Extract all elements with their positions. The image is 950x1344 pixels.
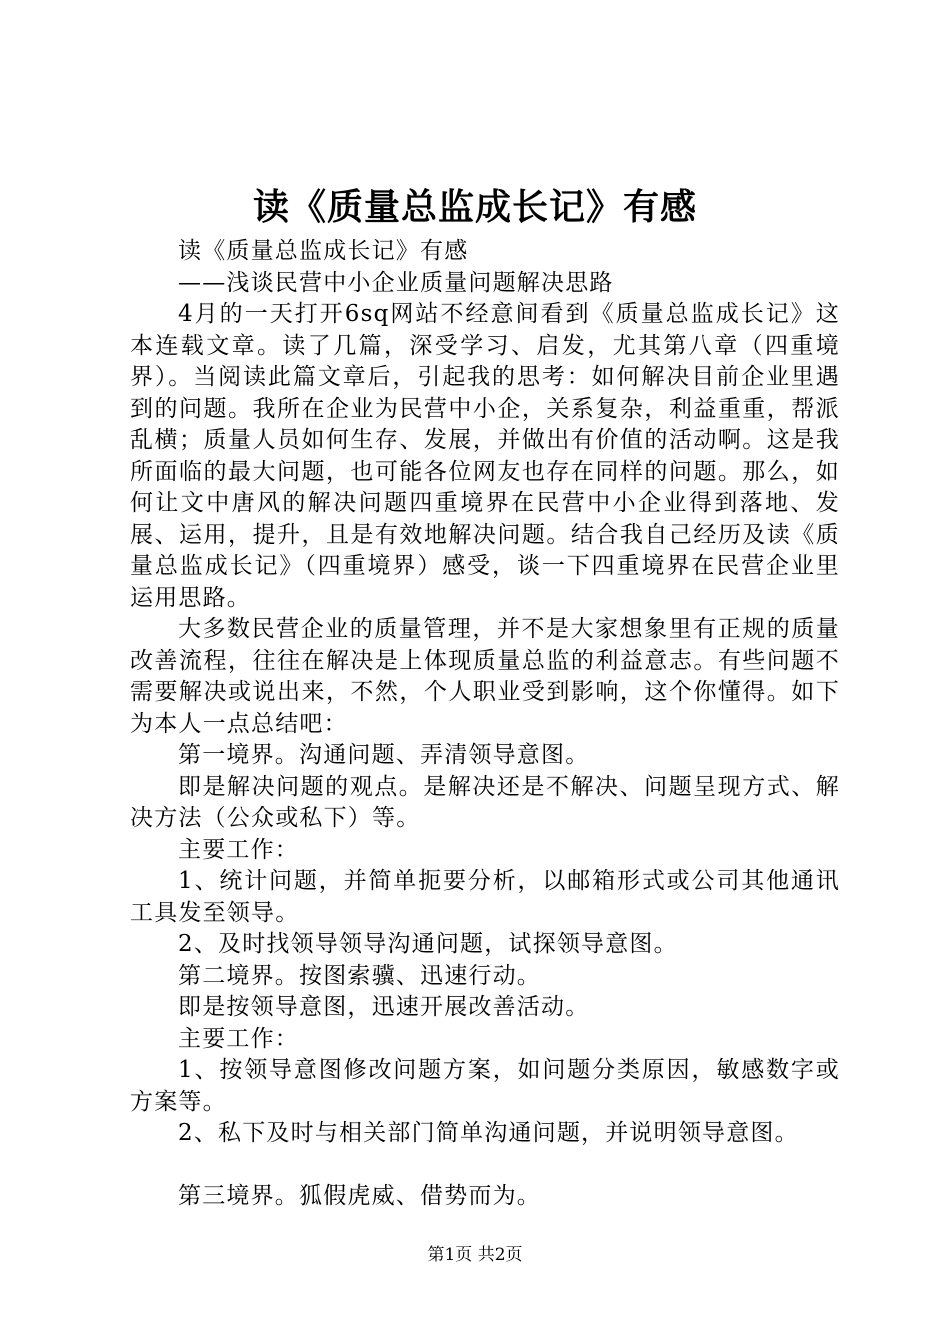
document-title: 读《质量总监成长记》有感 bbox=[252, 186, 697, 228]
paragraph-main-work-2: 主要工作： bbox=[178, 1025, 299, 1052]
paragraph-work-1-2: 2、及时找领导领导沟通问题，试探领导意图。 bbox=[178, 931, 678, 957]
paragraph-work-2-1: 1、按领导意图修改问题方案，如问题分类原因，敏感数字或方案等。 bbox=[130, 1057, 840, 1115]
paragraph-repeat-title: 读《质量总监成长记》有感 bbox=[178, 238, 469, 264]
paragraph-realm-three: 第三境界。狐假虎威、借势而为。 bbox=[178, 1183, 541, 1209]
paragraph-main-work-1: 主要工作： bbox=[178, 836, 299, 863]
page-number-footer: 第1页 共2页 bbox=[427, 1245, 523, 1265]
paragraph-realm-one-desc: 即是解决问题的观点。是解决还是不解决、问题呈现方式、解决方法（公众或私下）等。 bbox=[130, 773, 840, 831]
paragraph-intro: 4月的一天打开6sq网站不经意间看到《质量总监成长记》这本连载文章。读了几篇，深受学习、启发，尤其第八章（四重境界）。当阅读此篇文章后，引起我的思考：如何解决目前企业里遇到的问题。我所在企业为民营中小企，关系复杂，利益重重，帮派乱横；质量人员如何生存、发展，并做出有价值的活动啊。这是我所面临的最大问题，也可能各位网友也存在同样的问题。那么，如何让文中唐风的解决问题四重境界在民营中小企业得到落地、发展、运用，提升，且是有效地解决问题。结合我自己经历及读《质量总监成长记》（四重境界）感受，谈一下四重境界在民营企业里运用思路。 bbox=[130, 301, 840, 611]
document-body bbox=[130, 236, 840, 1213]
paragraph-realm-two: 第二境界。按图索骥、迅速行动。 bbox=[178, 962, 541, 989]
paragraph-gap bbox=[130, 1150, 840, 1182]
paragraph-management: 大多数民营企业的质量管理，并不是大家想象里有正规的质量改善流程，往往在解决是上体现质量总监的利益意志。有些问题不需要解决或说出来，不然，个人职业受到影响，这个你懂得。如下为本人一点总结吧： bbox=[130, 616, 840, 737]
paragraph-realm-one: 第一境界。沟通问题、弄清领导意图。 bbox=[178, 742, 590, 768]
paragraph-work-1-1: 1、统计问题，并简单扼要分析，以邮箱形式或公司其他通讯工具发至领导。 bbox=[130, 868, 840, 926]
paragraph-subtitle: ——浅谈民营中小企业质量问题解决思路 bbox=[178, 269, 614, 296]
paragraph-work-2-2: 2、私下及时与相关部门简单沟通问题，并说明领导意图。 bbox=[178, 1120, 799, 1146]
paragraph-realm-two-desc: 即是按领导意图，迅速开展改善活动。 bbox=[178, 994, 590, 1020]
